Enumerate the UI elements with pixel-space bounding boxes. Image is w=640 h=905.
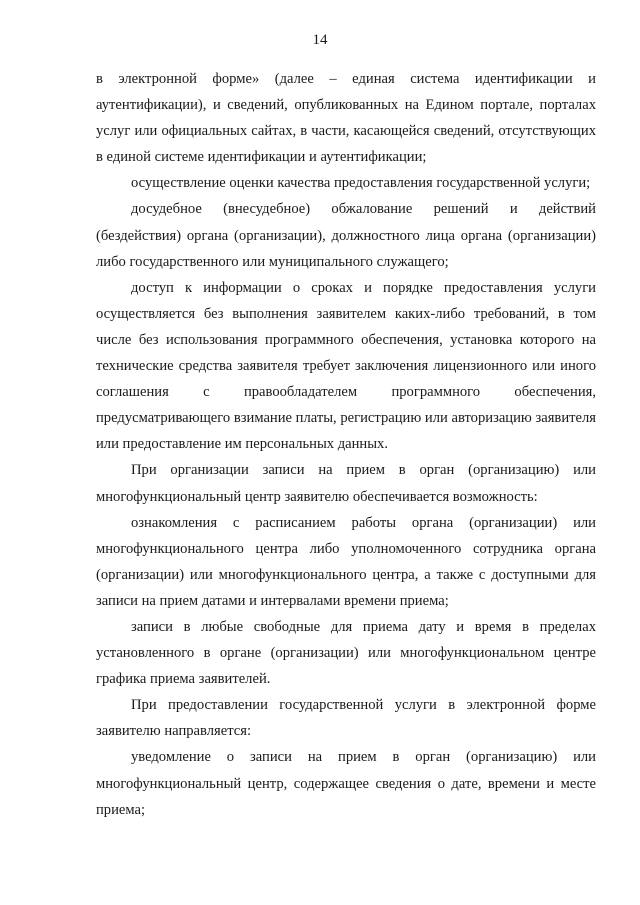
- paragraph: При организации записи на прием в орган (организацию) или многофункциональный центр заявителю обеспечивается возможность:: [96, 462, 596, 505]
- document-body: [96, 66, 596, 823]
- paragraph: доступ к информации о сроках и порядке предоставления услуги осуществляется без выполнения заявителем каких-либо требований, в том числе без использования программного обеспечения, установка которого на технические средства заявителя требует заключения лицензионного или иного соглашения с правообладателем программного обеспечения, предусматривающего взимание платы, регистрацию или авторизацию заявителя или предоставление им персональных данных.: [96, 279, 596, 453]
- paragraph: ознакомления с расписанием работы органа (организации) или многофункционального центра либо уполномоченного сотрудника органа (организации) или многофункционального центра, а также с доступными для записи на прием датами и интервалами времени приема;: [96, 514, 596, 609]
- paragraph: осуществление оценки качества предоставления государственной услуги;: [131, 175, 591, 192]
- paragraph: При предоставлении государственной услуги в электронной форме заявителю направляется:: [96, 697, 596, 740]
- paragraph: досудебное (внесудебное) обжалование решений и действий (бездействия) органа (организации), должностного лица органа (организации) либо государственного или муниципального служащего;: [96, 201, 596, 270]
- paragraph: записи в любые свободные для приема дату и время в пределах установленного в органе (организации) или многофункциональном центре графика приема заявителей.: [96, 618, 596, 688]
- paragraph: в электронной форме» (далее – единая система идентификации и аутентификации), и сведений, опубликованных на Едином портале, порталах услуг или официальных сайтах, в части, касающейся сведений, отсутствующих в единой системе идентификации и аутентификации;: [96, 71, 596, 166]
- page-number: 14: [312, 32, 328, 48]
- paragraph: уведомление о записи на прием в орган (организацию) или многофункциональный центр, содержащее сведения о дате, времени и месте приема;: [96, 749, 596, 818]
